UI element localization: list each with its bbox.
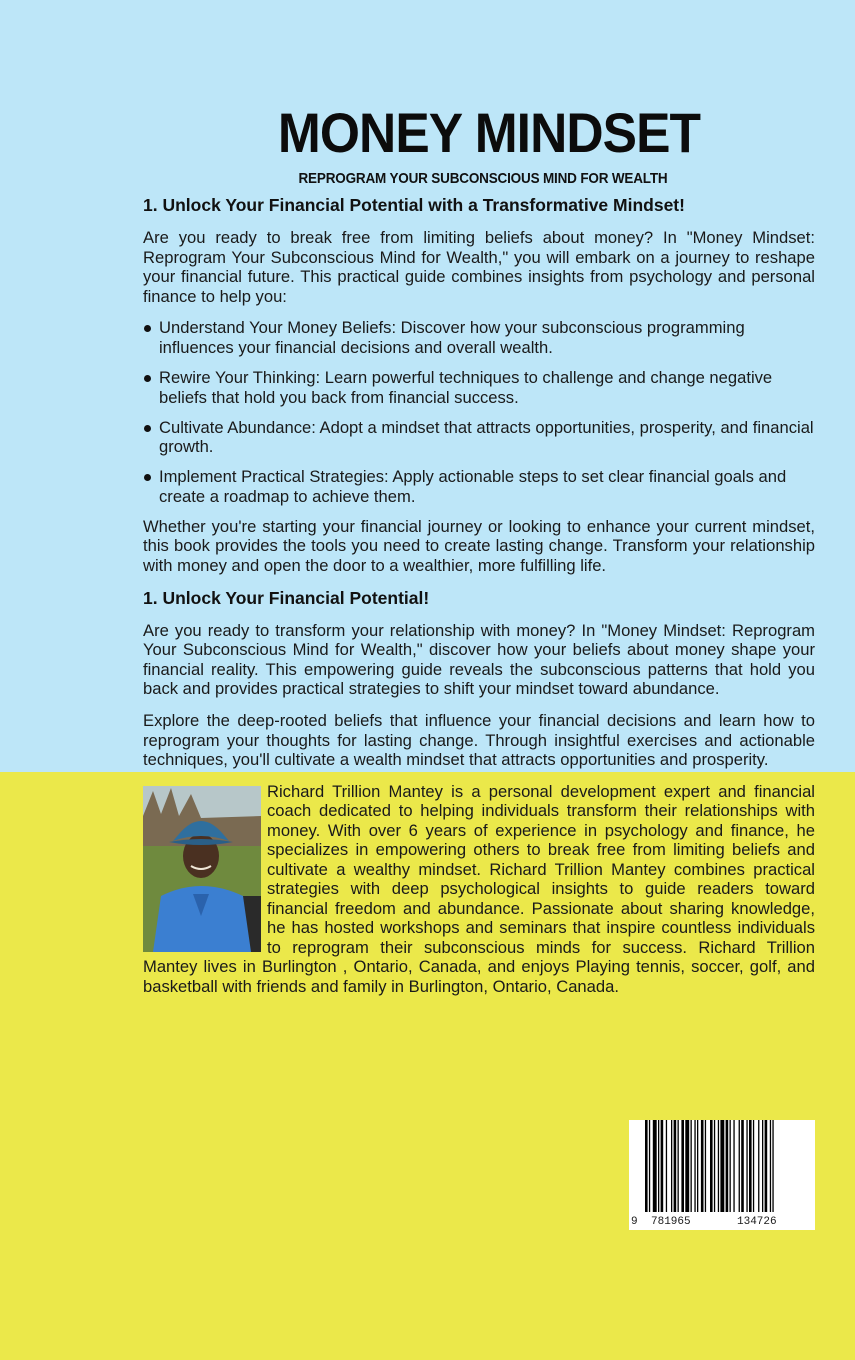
list-item-text: Understand Your Money Beliefs: Discover how your subconscious programming influences your financial decisions and overall wealth. (159, 318, 745, 358)
author-section (143, 782, 815, 997)
section1-closing: Whether you're starting your financial journey or looking to enhance your current mindset, this book provides the tools you need to create lasting change. Transform your relationship with money and open the door to a wealthier, more fulfilling life. (143, 516, 815, 575)
list-item-text: Cultivate Abundance: Adopt a mindset that attracts opportunities, prosperity, and financial growth. (159, 417, 814, 457)
list-item (143, 418, 815, 458)
section2-heading: 1. Unlock Your Financial Potential! (143, 587, 430, 608)
list-item (143, 318, 815, 358)
benefit-list (143, 318, 815, 506)
bullet-icon (144, 425, 151, 432)
book-subtitle: REPROGRAM YOUR SUBCONSCIOUS MIND FOR WEALTH (298, 170, 668, 187)
isbn-barcode (629, 1120, 815, 1230)
back-cover-content (143, 100, 815, 996)
section2-paragraph-1: Are you ready to transform your relationship with money? In "Money Mindset: Reprogram Your Subconscious Mind for Wealth," discover how your beliefs about money shape your financial reality. This empowering guide reveals the subconscious patterns that hold you back and provides practical strategies to shift your mindset toward abundance. (143, 620, 815, 699)
list-item-text: Rewire Your Thinking: Learn powerful techniques to challenge and change negative beliefs that hold you back from financial success. (159, 367, 773, 407)
bullet-icon (144, 325, 151, 332)
barcode-group-right: 134726 (737, 1216, 777, 1228)
section1-heading: 1. Unlock Your Financial Potential with a Transformative Mindset! (143, 195, 685, 215)
list-item (143, 368, 815, 408)
list-item-text: Implement Practical Strategies: Apply actionable steps to set clear financial goals and create a roadmap to achieve them. (159, 467, 787, 506)
section2-paragraph-2: Explore the deep-rooted beliefs that influence your financial decisions and learn how to reprogram your thoughts for lasting change. Through insightful exercises and actionable techniques, you'll cultivate a wealth mindset that attracts opportunities and prosperity. (143, 710, 815, 770)
section1-intro: Are you ready to break free from limiting beliefs about money? In "Money Mindset: Reprogram Your Subconscious Mind for Wealth," you will embark on a journey to reshape your financial future. This practical guide combines insights from psychology and personal finance to help you: (143, 228, 815, 306)
author-bio: Richard Trillion Mantey is a personal development expert and financial coach dedicated to helping individuals transform their relationships with money. With over 6 years of experience in psychology and finance, he specializes in empowering others to break free from limiting beliefs and cultivate a wealthy mindset. Richard Trillion Mantey combines practical strategies with deep psychological insights to guide readers toward financial freedom and abundance. Passionate about sharing knowledge, he has hosted workshops and seminars that inspire countless individuals to reprogram their subconscious minds for success. Richard Trillion Mantey lives in Burlington , Ontario, Canada, and enjoys Playing tennis, soccer, golf, and basketball with friends and family in Burlington, Ontario, Canada. (143, 781, 815, 996)
bullet-icon (144, 474, 151, 481)
barcode-group-left: 781965 (651, 1216, 691, 1228)
bullet-icon (144, 375, 151, 382)
author-photo (143, 786, 261, 952)
list-item (143, 467, 815, 507)
barcode-digit-first: 9 (631, 1216, 638, 1228)
book-title: MONEY MINDSET (277, 101, 701, 164)
barcode-bars (629, 1120, 815, 1216)
